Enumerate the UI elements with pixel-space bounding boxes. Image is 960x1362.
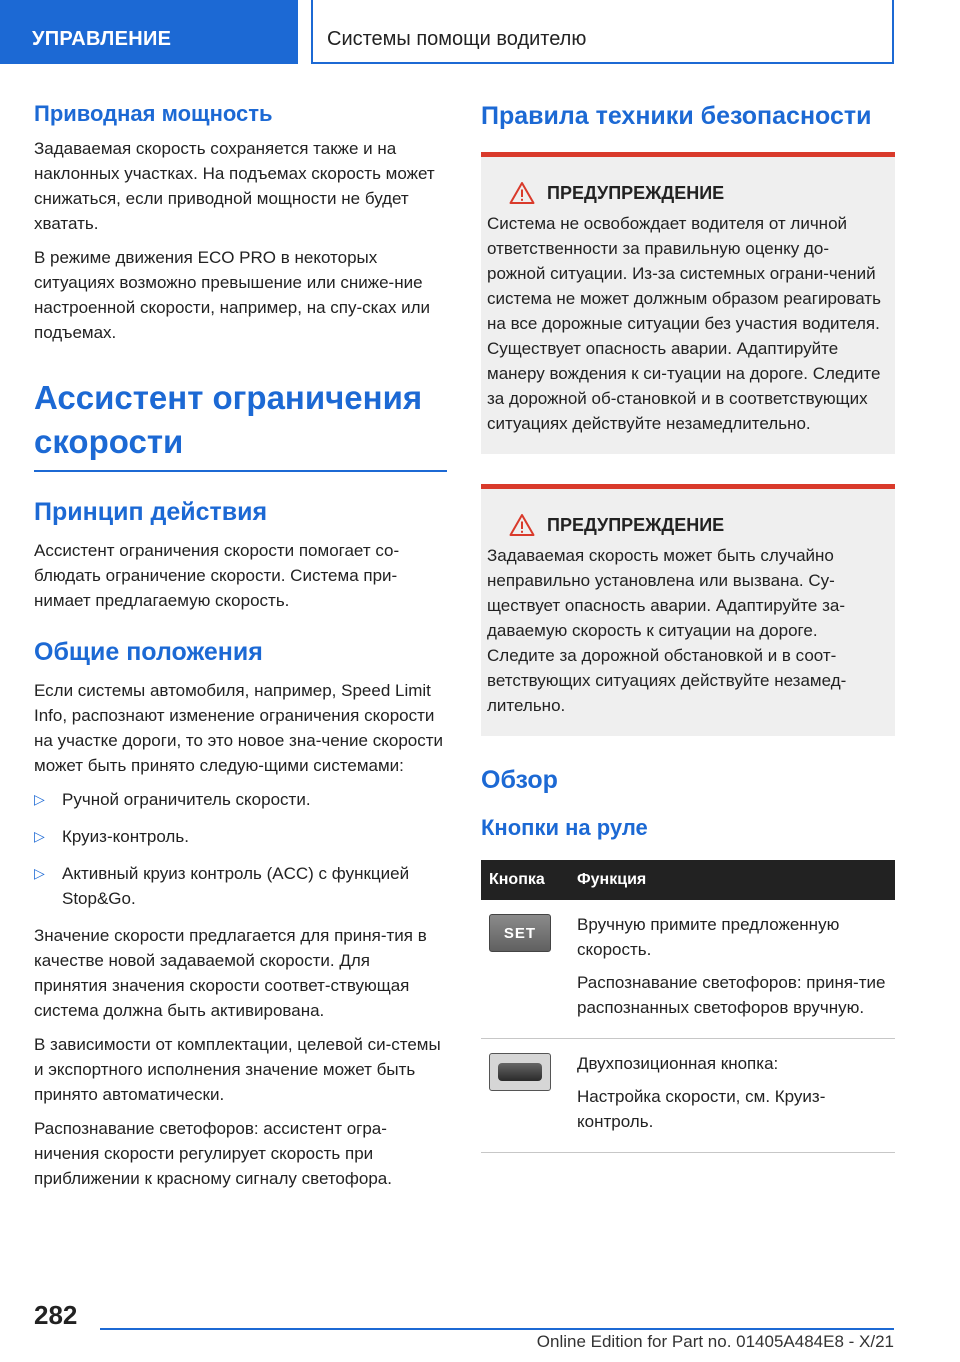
systems-list bbox=[34, 787, 447, 911]
button-cell bbox=[481, 1039, 569, 1153]
table-row bbox=[481, 900, 895, 1039]
left-column bbox=[34, 100, 447, 1200]
header-section-tab bbox=[0, 0, 298, 64]
set-button-icon: SET bbox=[489, 914, 551, 952]
function-cell: Вручную примите предложенную скорость. Распознавание светофоров: приня-тие распознанных светофоров вручную. bbox=[569, 900, 895, 1039]
power-paragraph-2: В режиме движения ECO PRO в некоторых ситуациях возможно превышение или сниже-ние настроенной скорости, например, на спу-сках или подъемах. bbox=[34, 248, 431, 342]
list-item: ▷ Круиз-контроль. bbox=[34, 824, 447, 849]
warning-label: ПРЕДУПРЕЖДЕНИЕ bbox=[547, 514, 725, 535]
safety-heading: Правила техники безопасности bbox=[481, 102, 872, 130]
warning-label: ПРЕДУПРЕЖДЕНИЕ bbox=[547, 182, 725, 203]
footer-edition: Online Edition for Part no. 01405A484E8 - X/21 bbox=[536, 1332, 894, 1351]
after-paragraph-2: В зависимости от комплектации, целевой си-стемы и экспортного исполнения значение может быть принято автоматически. bbox=[34, 1035, 441, 1104]
header-chapter-label: Системы помощи водителю bbox=[327, 28, 587, 50]
overview-heading: Обзор bbox=[481, 766, 558, 794]
after-paragraph-1: Значение скорости предлагается для приня-тия в качестве новой задаваемой скорости. Для принятия значения скорости соответ-ствующая система должна быть активирована. bbox=[34, 926, 427, 1020]
power-paragraph-1: Задаваемая скорость сохраняется также и на наклонных участках. На подъемах скорость может снижаться, если приводной мощности не будет хватать. bbox=[34, 139, 435, 233]
page-number: 282 bbox=[34, 1300, 78, 1330]
triangle-bullet-icon: ▷ bbox=[34, 828, 45, 844]
after-paragraph-3: Распознавание светофоров: ассистент огра-ничения скорости регулирует скорость при приближении к красному сигналу светофора. bbox=[34, 1119, 392, 1188]
list-item: ▷ Активный круиз контроль (ACC) с функцией Stop&Go. bbox=[34, 861, 447, 911]
general-paragraph: Если системы автомобиля, например, Speed Limit Info, распознают изменение ограничения скорости на участке дороги, то это новое зна-чение скорости может быть принято следую-щими системами: bbox=[34, 681, 444, 775]
footer-divider bbox=[100, 1328, 894, 1330]
principle-heading: Принцип действия bbox=[34, 498, 268, 526]
warning-text: Система не освобождает водителя от личной ответственности за правильную оценку до-рожной ситуации. Из-за системных ограни-чений система не может должным образом реагировать на все дорожные ситуации без участия водителя. Существует опасность аварии. Адаптируйте манеру вождения к си-туации на дороге. Следите за дорожной об-становкой и в соответствующих ситуациях действуйте незамедлительно. bbox=[487, 214, 881, 433]
warning-triangle-icon bbox=[509, 513, 535, 537]
column-header-function: Функция bbox=[569, 860, 895, 900]
rocker-button-icon bbox=[489, 1053, 551, 1091]
assistant-heading: Ассистент ограничения скорости bbox=[34, 379, 423, 460]
power-heading: Приводная мощность bbox=[34, 101, 273, 126]
header-chapter-tab bbox=[311, 0, 894, 64]
table-row bbox=[481, 1039, 895, 1153]
warning-text: Задаваемая скорость может быть случайно неправильно установлена или вызвана. Су-ществует опасность аварии. Адаптируйте за-даваемую скорость к ситуации на дороге. Следите за дорожной обстановкой и в соот-ветствующих ситуациях действуйте незамед-лительно. bbox=[487, 546, 847, 715]
function-cell: Двухпозиционная кнопка: Настройка скорости, см. Круиз-контроль. bbox=[569, 1039, 895, 1153]
warning-box-1 bbox=[481, 152, 895, 454]
table-header-row bbox=[481, 860, 895, 900]
button-cell bbox=[481, 900, 569, 1039]
triangle-bullet-icon: ▷ bbox=[34, 865, 45, 881]
buttons-heading: Кнопки на руле bbox=[481, 815, 648, 840]
right-column bbox=[481, 100, 895, 1153]
buttons-table bbox=[481, 860, 895, 1153]
list-item: ▷ Ручной ограничитель скорости. bbox=[34, 787, 447, 812]
heading-divider bbox=[34, 470, 447, 472]
triangle-bullet-icon: ▷ bbox=[34, 791, 45, 807]
principle-paragraph: Ассистент ограничения скорости помогает со-блюдать ограничение скорости. Система при-нимает предлагаемую скорость. bbox=[34, 541, 400, 610]
general-heading: Общие положения bbox=[34, 638, 263, 666]
warning-box-2 bbox=[481, 484, 895, 736]
column-header-button: Кнопка bbox=[481, 860, 569, 900]
warning-triangle-icon bbox=[509, 181, 535, 205]
header-section-label: УПРАВЛЕНИЕ bbox=[32, 28, 172, 50]
